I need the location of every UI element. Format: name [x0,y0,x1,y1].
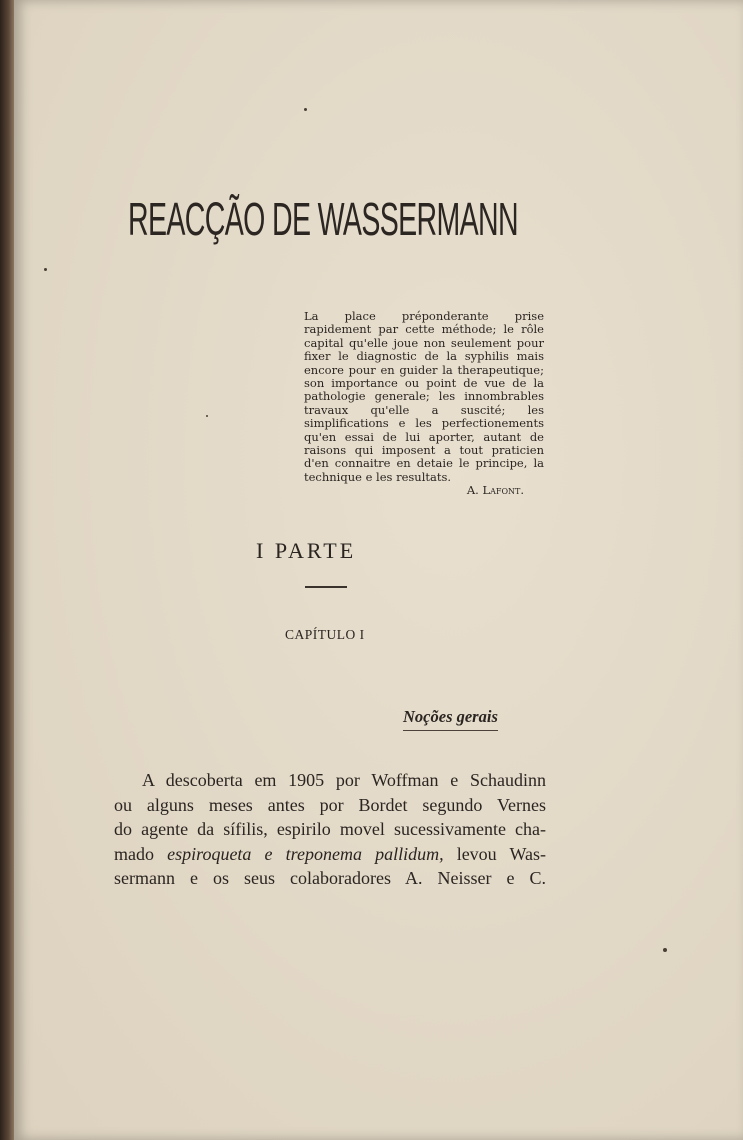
paper-speck [304,108,307,111]
paper-speck [44,268,47,271]
section-title: Noções gerais [403,707,498,731]
page-title [128,193,519,245]
book-binding-edge [0,0,14,1140]
epigraph-author: A. Lafont. [466,483,524,497]
body-text-fragment: mado [114,843,168,864]
body-paragraph [114,768,546,891]
paper-speck [206,415,208,417]
body-line: ou alguns meses antes por Bordet segundo Vernes [114,794,546,815]
paper-speck [663,948,667,952]
book-page [14,0,743,1140]
body-text-fragment: levou Was- [443,843,546,864]
part-heading: I PARTE [256,538,357,563]
italic-species-name: espiroqueta e treponema pallidum, [167,843,444,864]
body-line-with-italic [114,842,546,867]
epigraph-quote: La place préponderante prise rapidement par cette méthode; le rôle capital qu'elle joue non seulement pour fixer le diagnostic de la syphilis mais encore pour en guider la therapeutique; son importance ou point de vue de la pathologie generale; les innombrables travaux qu'elle a suscité; les simplifications e les perfectionements qu'en essai de lui aporter, autant de raisons qui imposent a tout praticien d'en connaitre en detaie le principe, la technique e les resultats. [304,309,544,484]
body-line: do agente da sífilis, espirilo movel sucessivamente cha- [114,819,546,839]
chapter-heading: CAPÍTULO I [285,627,365,642]
body-line: sermann e os seus colaboradores A. Neisser e C. [114,868,546,888]
section-divider [305,586,347,588]
page-title-text: REACÇÃO DE WASSERMANN [128,193,519,245]
body-line: A descoberta em 1905 por Woffman e Schaudinn [142,770,546,790]
